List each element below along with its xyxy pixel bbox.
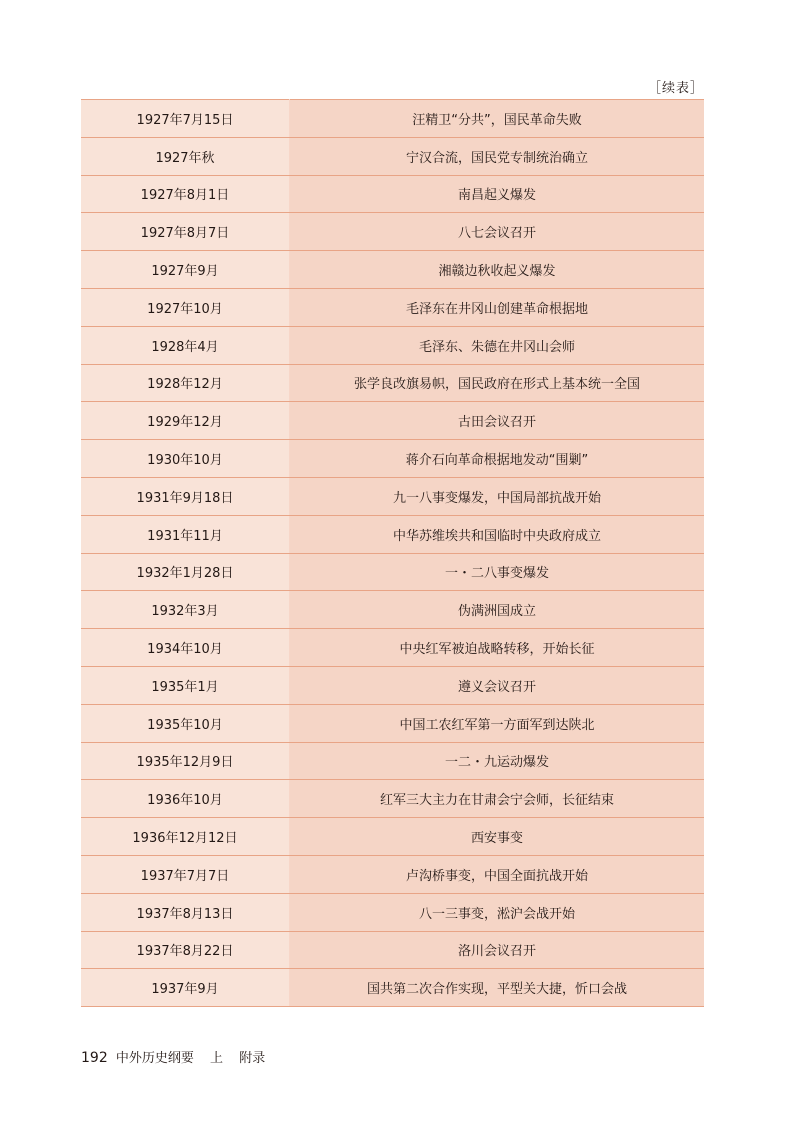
event-cell: 国共第二次合作实现，平型关大捷，忻口会战 — [290, 969, 705, 1007]
date-cell: 1927年7月15日 — [81, 100, 290, 138]
table-row — [81, 175, 704, 213]
date-cell: 1935年12月9日 — [81, 742, 290, 780]
date-cell: 1932年1月28日 — [81, 553, 290, 591]
table-row — [81, 288, 704, 326]
table-row — [81, 855, 704, 893]
date-cell: 1934年10月 — [81, 629, 290, 667]
date-cell: 1937年8月22日 — [81, 931, 290, 969]
event-cell: 九一八事变爆发，中国局部抗战开始 — [290, 477, 705, 515]
table-row — [81, 704, 704, 742]
table-row — [81, 477, 704, 515]
event-cell: 中华苏维埃共和国临时中央政府成立 — [290, 515, 705, 553]
date-cell: 1936年12月12日 — [81, 818, 290, 856]
date-cell: 1936年10月 — [81, 780, 290, 818]
event-cell: 汪精卫“分共”，国民革命失败 — [290, 100, 705, 138]
table-row — [81, 440, 704, 478]
event-cell: 毛泽东、朱德在井冈山会师 — [290, 326, 705, 364]
date-cell: 1930年10月 — [81, 440, 290, 478]
event-cell: 八七会议召开 — [290, 213, 705, 251]
table-row — [81, 818, 704, 856]
table-row — [81, 100, 704, 138]
event-cell: 南昌起义爆发 — [290, 175, 705, 213]
date-cell: 1937年8月13日 — [81, 893, 290, 931]
event-cell: 宁汉合流，国民党专制统治确立 — [290, 137, 705, 175]
table-row — [81, 364, 704, 402]
table-row — [81, 553, 704, 591]
date-cell: 1935年10月 — [81, 704, 290, 742]
date-cell: 1937年7月7日 — [81, 855, 290, 893]
table-row — [81, 629, 704, 667]
event-cell: 八一三事变，淞沪会战开始 — [290, 893, 705, 931]
event-cell: 遵义会议召开 — [290, 666, 705, 704]
continued-label: ［续表］ — [647, 81, 704, 96]
date-cell: 1927年8月7日 — [81, 213, 290, 251]
volume-label: 上 — [210, 1051, 224, 1066]
date-cell: 1928年12月 — [81, 364, 290, 402]
table-row — [81, 780, 704, 818]
date-cell: 1927年10月 — [81, 288, 290, 326]
event-cell: 伪满洲国成立 — [290, 591, 705, 629]
event-cell: 张学良改旗易帜，国民政府在形式上基本统一全国 — [290, 364, 705, 402]
table-row — [81, 591, 704, 629]
table-row — [81, 213, 704, 251]
event-cell: 西安事变 — [290, 818, 705, 856]
date-cell: 1927年秋 — [81, 137, 290, 175]
event-cell: 蒋介石向革命根据地发动“围剿” — [290, 440, 705, 478]
date-cell: 1932年3月 — [81, 591, 290, 629]
date-cell: 1931年11月 — [81, 515, 290, 553]
table-row — [81, 666, 704, 704]
table-row — [81, 251, 704, 289]
date-cell: 1935年1月 — [81, 666, 290, 704]
date-cell: 1927年8月1日 — [81, 175, 290, 213]
date-cell: 1929年12月 — [81, 402, 290, 440]
event-cell: 一・二八事变爆发 — [290, 553, 705, 591]
table-row — [81, 326, 704, 364]
event-cell: 毛泽东在井冈山创建革命根据地 — [290, 288, 705, 326]
timeline-table — [81, 99, 704, 1007]
date-cell: 1937年9月 — [81, 969, 290, 1007]
book-title: 中外历史纲要 — [115, 1051, 194, 1066]
event-cell: 洛川会议召开 — [290, 931, 705, 969]
event-cell: 中央红军被迫战略转移，开始长征 — [290, 629, 705, 667]
table-row — [81, 893, 704, 931]
date-cell: 1931年9月18日 — [81, 477, 290, 515]
event-cell: 一二・九运动爆发 — [290, 742, 705, 780]
page-footer — [81, 1047, 265, 1066]
date-cell: 1928年4月 — [81, 326, 290, 364]
section-label: 附录 — [239, 1051, 266, 1066]
event-cell: 卢沟桥事变，中国全面抗战开始 — [290, 855, 705, 893]
table-row — [81, 137, 704, 175]
table-row — [81, 969, 704, 1007]
table-row — [81, 515, 704, 553]
date-cell: 1927年9月 — [81, 251, 290, 289]
table-row — [81, 742, 704, 780]
table-row — [81, 931, 704, 969]
event-cell: 湘赣边秋收起义爆发 — [290, 251, 705, 289]
event-cell: 古田会议召开 — [290, 402, 705, 440]
table-row — [81, 402, 704, 440]
page-number: 192 — [81, 1050, 108, 1066]
event-cell: 红军三大主力在甘肃会宁会师，长征结束 — [290, 780, 705, 818]
event-cell: 中国工农红军第一方面军到达陕北 — [290, 704, 705, 742]
